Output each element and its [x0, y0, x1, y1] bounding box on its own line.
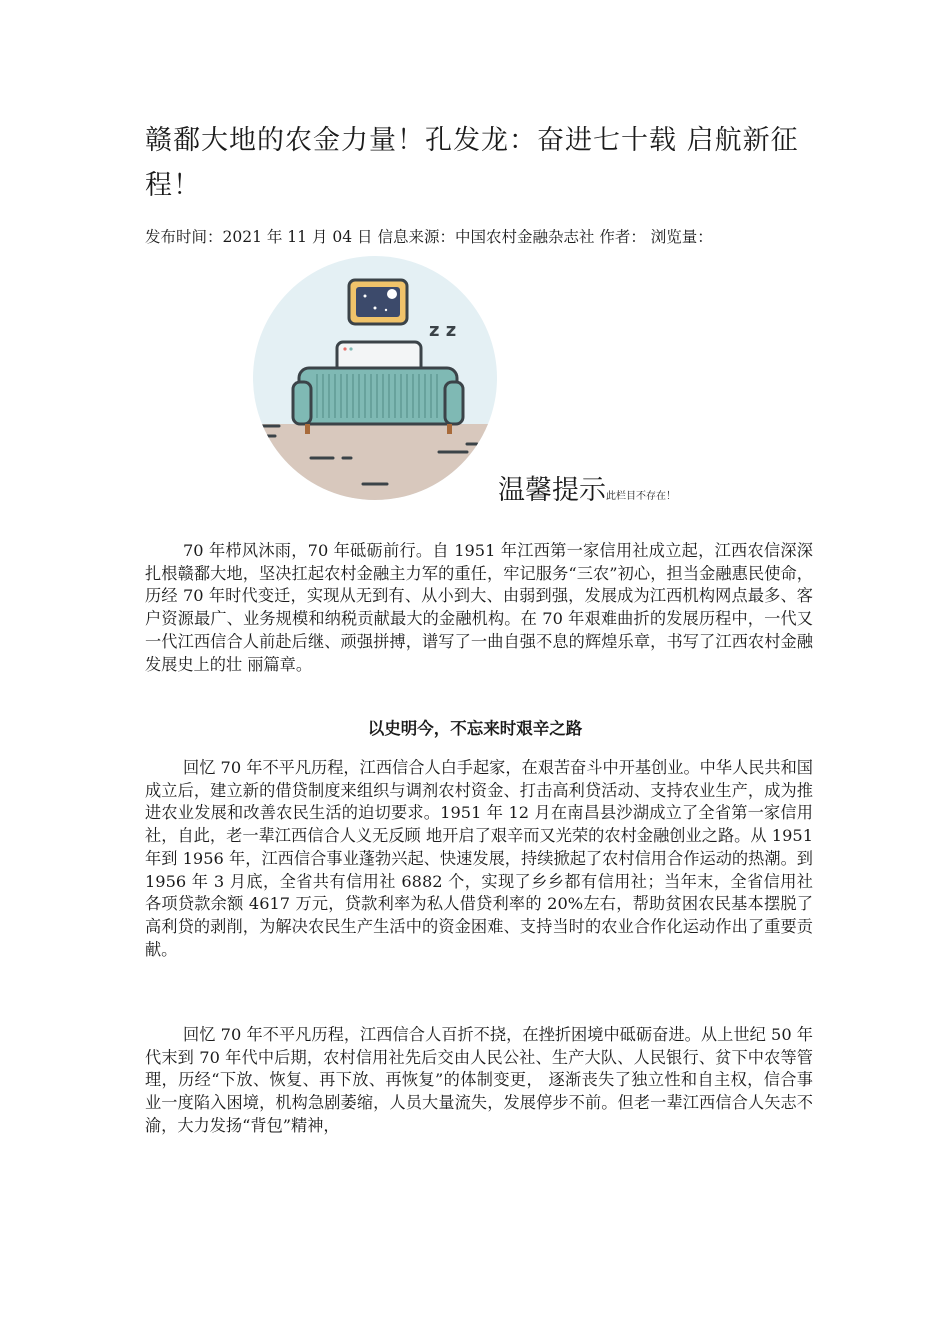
paragraph-history-1: 回忆 70 年不平凡历程，江西信合人白手起家，在艰苦奋斗中开基创业。中华人民共和国成立后，建立新的借贷制度来组织与调剂农村资金、打击高利贷活动、支持农业生产，成为推进农业发展和改善农民生活的迫切要求。1951 年 12 月在南昌县沙湖成立了全省第一家信用社，自此，老一辈江西信合人义无反顾 地开启了艰辛而又光荣的农村金融创业之路。从 1951 年到 1956 年，江西信合事业蓬勃兴起、快速发展，持续掀起了农村信用合作运动的热潮。到 1956 年 3 月底，全省共有信用社 6882 个，实现了乡乡都有信用社；当年末，全省信用社各项贷款余额 4617 万元，贷款利率为私人借贷利率的 20%左右，帮助贫困农民基本摆脱了高利贷的剥削，为解决农民生产生活中的资金困难、支持当时的农业合作化运动作出了重要贡献。	[145, 758, 813, 959]
section-heading: 以史明今，不忘来时艰辛之路	[367, 719, 583, 738]
sleep-z-icon: z z	[429, 320, 457, 341]
notice-title: 温馨提示	[498, 475, 606, 506]
paragraph-intro: 70 年栉风沐雨，70 年砥砺前行。自 1951 年江西第一家信用社成立起，江西农信深深扎根赣鄱大地，坚决扛起农村金融主力军的重任，牢记服务“三农”初心，担当金融惠民使命，历经 70 年时代变迁，实现从无到有、从小到大、由弱到强，发展成为江西机构网点最多、客户资源最广、业务规模和纳税贡献最大的金融机构。在 70 年艰难曲折的发展历程中，一代又一代江西信合人前赴后继、顽强拼搏，谱写了一曲自强不息的辉煌乐章，书写了江西农村金融发展史上的壮 丽篇章。	[145, 541, 813, 674]
sleep-sofa-illustration	[253, 256, 497, 500]
article-meta: 发布时间：2021 年 11 月 04 日 信息来源：中国农村金融杂志社 作者： 浏览量：	[145, 228, 713, 246]
notice-box	[498, 474, 676, 508]
page-title: 赣鄱大地的农金力量！孔发龙：奋进七十载 启航新征程！	[145, 125, 799, 201]
sofa-icon	[253, 256, 497, 500]
notice-note: 此栏目不存在！	[606, 491, 676, 502]
paragraph-history-2: 回忆 70 年不平凡历程，江西信合人百折不挠，在挫折困境中砥砺奋进。从上世纪 50 年代末到 70 年代中后期，农村信用社先后交由人民公社、生产大队、人民银行、贫下中农等管理，历经“下放、恢复、再下放、再恢复”的体制变更， 逐渐丧失了独立性和自主权，信合事业一度陷入困境，机构急剧萎缩，人员大量流失，发展停步不前。但老一辈江西信合人矢志不渝，大力发扬“背包”精神，	[145, 1025, 813, 1135]
